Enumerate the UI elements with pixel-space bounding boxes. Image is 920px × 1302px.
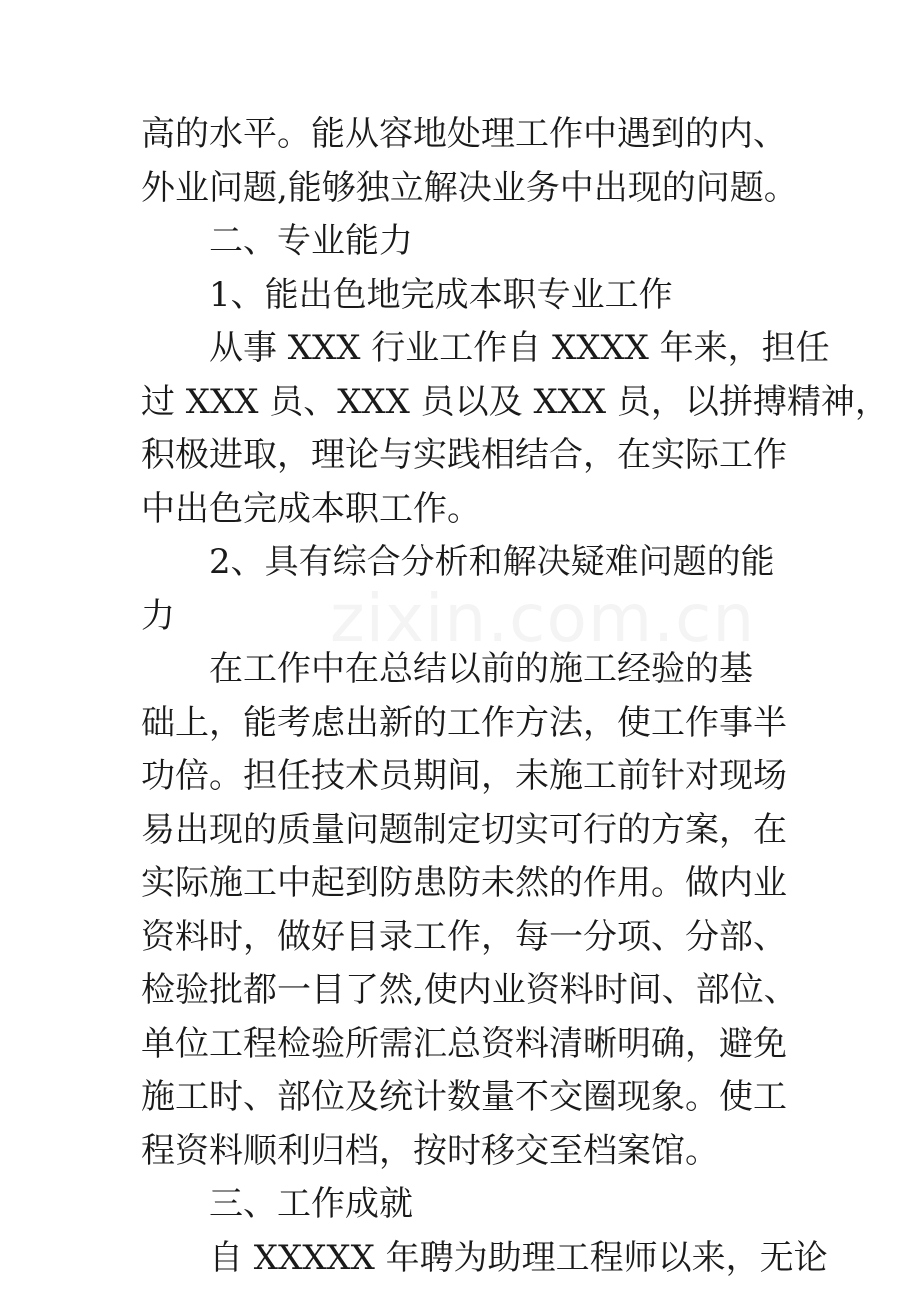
text-line: 积极进取，理论与实践相结合，在实际工作 [141, 435, 787, 475]
text-line: 2、具有综合分析和解决疑难问题的能 [209, 542, 775, 582]
text-line: 过 XXX 员、XXX 员以及 XXX 员，以拼搏精神， [141, 381, 889, 422]
text-line: 从事 XXX 行业工作自 XXXX 年来，担任 [209, 328, 830, 368]
text-line: 三、工作成就 [209, 1184, 413, 1224]
text-line: 程资料顺利归档，按时移交至档案馆。 [141, 1130, 719, 1171]
text-line: 二、专业能力 [209, 221, 413, 261]
document-body [141, 108, 889, 1285]
text-line: 中出色完成本职工作。 [141, 488, 481, 529]
text-line: 易出现的质量问题制定切实可行的方案，在 [141, 809, 787, 850]
text-line: 单位工程检验所需汇总资料清晰明确，避免 [141, 1023, 787, 1064]
watermark: zixin.com.cn [330, 580, 756, 657]
text-line: 自 XXXXX 年聘为助理工程师以来，无论 [209, 1237, 828, 1278]
text-line: 高的水平。能从容地处理工作中遇到的内、 [141, 114, 787, 154]
text-line: 础上，能考虑出新的工作方法，使工作事半 [141, 702, 787, 743]
text-line: 检验批都一目了然,使内业资料时间、部位、 [141, 970, 798, 1010]
text-line: 实际施工中起到防患防未然的作用。做内业 [141, 863, 787, 903]
text-line: 施工时、部位及统计数量不交圈现象。使工 [141, 1077, 787, 1117]
text-line: 力 [141, 595, 175, 636]
text-line: 外业问题,能够独立解决业务中出现的问题。 [141, 167, 798, 208]
text-line: 功倍。担任技术员期间，未施工前针对现场 [141, 756, 787, 796]
text-line: 在工作中在总结以前的施工经验的基 [209, 649, 753, 689]
text-line: 1、能出色地完成本职专业工作 [209, 274, 673, 315]
text-line: 资料时，做好目录工作，每一分项、分部、 [141, 916, 787, 957]
